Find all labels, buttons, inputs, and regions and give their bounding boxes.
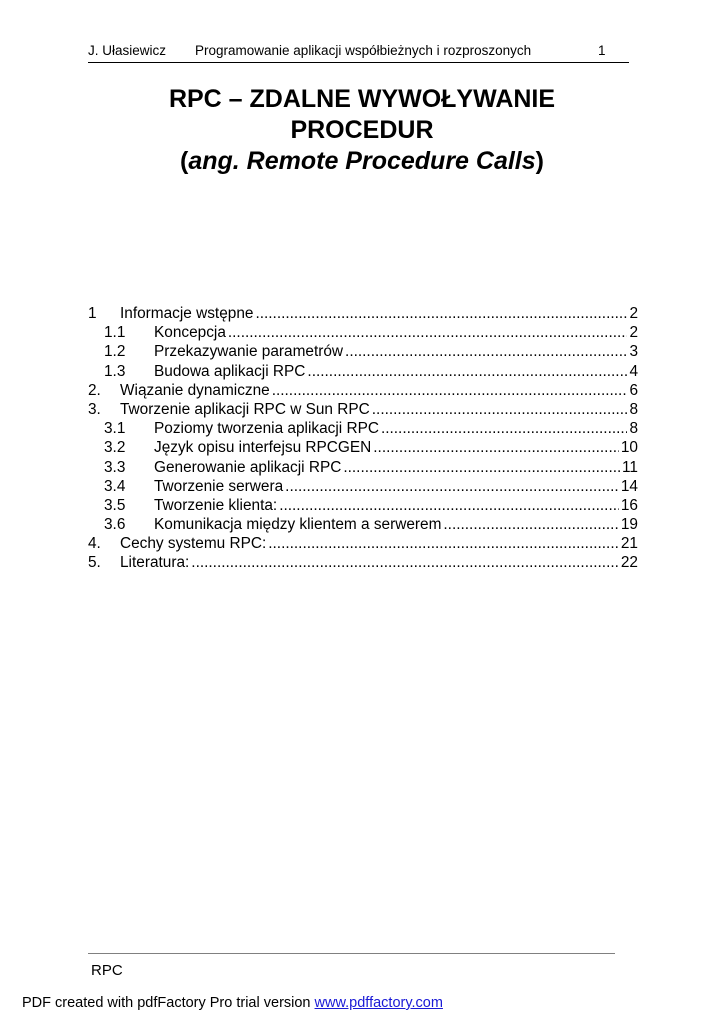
toc-entry-body (154, 342, 638, 361)
header-page-number: 1 (598, 43, 606, 58)
pdffactory-link[interactable]: www.pdffactory.com (314, 995, 443, 1011)
toc-dot-leader (307, 362, 627, 381)
toc-entry-number: 1.3 (104, 362, 126, 380)
title-line-3 (80, 146, 644, 177)
toc-entry-page: 10 (620, 439, 638, 457)
toc-entry-number: 3.4 (104, 477, 126, 495)
toc-entry-number: 1.2 (104, 343, 126, 361)
toc-entry-body (154, 438, 638, 457)
toc-entry-page: 14 (620, 477, 638, 495)
toc-dot-leader (191, 553, 619, 572)
toc-entry-page: 3 (629, 343, 638, 361)
toc-entry-body (154, 496, 638, 515)
toc-entry-body (120, 400, 638, 419)
toc-entry-body (154, 362, 638, 381)
toc-entry[interactable] (88, 515, 638, 534)
toc-dot-leader (272, 381, 628, 400)
toc-entry-number: 5. (88, 554, 101, 572)
toc-entry-label: Poziomy tworzenia aplikacji RPC (154, 420, 379, 438)
toc-entry-label: Wiązanie dynamiczne (120, 381, 270, 399)
toc-entry-page: 8 (629, 400, 638, 418)
toc-entry-body (154, 323, 638, 342)
toc-entry[interactable] (88, 323, 638, 342)
toc-entry-number: 3.2 (104, 439, 126, 457)
toc-entry[interactable] (88, 419, 638, 438)
toc-entry-page: 21 (620, 535, 638, 553)
toc-dot-leader (279, 496, 619, 515)
toc-entry-page: 8 (629, 420, 638, 438)
toc-entry-label: Literatura: (120, 554, 190, 572)
toc-entry-body (120, 553, 638, 572)
toc-entry-page: 11 (622, 458, 638, 476)
footer-label: RPC (91, 962, 123, 979)
toc-entry[interactable] (88, 534, 638, 553)
pdf-notice-text: PDF created with pdfFactory Pro trial version (22, 995, 315, 1011)
toc-entry[interactable] (88, 477, 638, 496)
toc-entry-label: Język opisu interfejsu RPCGEN (154, 439, 372, 457)
toc-dot-leader (373, 438, 619, 457)
toc-entry[interactable] (88, 553, 638, 572)
toc-dot-leader (228, 323, 628, 342)
footer-divider (88, 953, 615, 954)
toc-entry-number: 3.3 (104, 458, 126, 476)
toc-entry[interactable] (88, 400, 638, 419)
header-course-title: Programowanie aplikacji współbieżnych i rozproszonych (195, 43, 532, 58)
toc-entry-body (154, 515, 638, 534)
toc-entry-label: Informacje wstępne (120, 305, 254, 322)
title-english-name: ang. Remote Procedure Calls (188, 147, 536, 175)
toc-entry-number: 2. (88, 381, 101, 399)
toc-entry-page: 22 (620, 554, 638, 572)
toc-dot-leader (381, 419, 627, 438)
toc-entry-body (120, 381, 638, 400)
title-line-1: RPC – ZDALNE WYWOŁYWANIE (168, 85, 556, 113)
toc-entry-label: Budowa aplikacji RPC (154, 362, 306, 380)
toc-entry-body (120, 534, 638, 553)
pdf-creator-notice (22, 995, 443, 1011)
toc-entry-page: 6 (629, 381, 638, 399)
title-line-2: PROCEDUR (290, 116, 434, 144)
toc-entry-label: Koncepcja (154, 324, 226, 342)
toc-entry-body (154, 477, 638, 496)
toc-dot-leader (443, 515, 618, 534)
toc-entry-number: 4. (88, 535, 101, 553)
toc-dot-leader (345, 342, 627, 361)
toc-entry-number: 1.1 (104, 324, 126, 342)
toc-dot-leader (255, 304, 627, 323)
toc-entry-number: 1 (88, 305, 97, 322)
toc-entry-page: 2 (629, 324, 638, 342)
toc-entry[interactable] (88, 381, 638, 400)
toc-entry-number: 3.5 (104, 496, 126, 514)
toc-dot-leader (285, 477, 619, 496)
page-header (88, 42, 629, 63)
toc-entry-label: Generowanie aplikacji RPC (154, 458, 342, 476)
toc-dot-leader (343, 458, 620, 477)
toc-dot-leader (268, 534, 619, 553)
title-paren-close: ) (535, 147, 544, 175)
toc-dot-leader (372, 400, 628, 419)
toc-entry-body (154, 419, 638, 438)
toc-entry-page: 19 (620, 516, 638, 534)
header-author: J. Ułasiewicz (88, 43, 167, 58)
toc-entry-number: 3. (88, 400, 101, 418)
toc-entry-number: 3.6 (104, 516, 126, 534)
toc-entry-page: 4 (629, 362, 638, 380)
toc-entry[interactable] (88, 496, 638, 515)
toc-entry-label: Komunikacja między klientem a serwerem (154, 516, 442, 534)
toc-entry[interactable] (88, 458, 638, 477)
toc-entry-label: Tworzenie aplikacji RPC w Sun RPC (120, 400, 370, 418)
title-paren-open: ( (180, 147, 189, 175)
document-title (80, 84, 644, 177)
toc-entry-number: 3.1 (104, 420, 126, 438)
toc-entry[interactable] (88, 342, 638, 361)
toc-entry[interactable] (88, 438, 638, 457)
toc-entry-label: Cechy systemu RPC: (120, 535, 267, 553)
toc-entry[interactable] (88, 362, 638, 381)
toc-entry-label: Przekazywanie parametrów (154, 343, 344, 361)
toc-entry[interactable] (88, 304, 638, 323)
table-of-contents (88, 304, 638, 573)
toc-entry-body (154, 458, 638, 477)
toc-entry-label: Tworzenie klienta: (154, 496, 278, 514)
toc-entry-page: 16 (620, 496, 638, 514)
toc-entry-body (120, 304, 638, 323)
toc-entry-page: 2 (629, 305, 638, 322)
toc-entry-label: Tworzenie serwera (154, 477, 284, 495)
